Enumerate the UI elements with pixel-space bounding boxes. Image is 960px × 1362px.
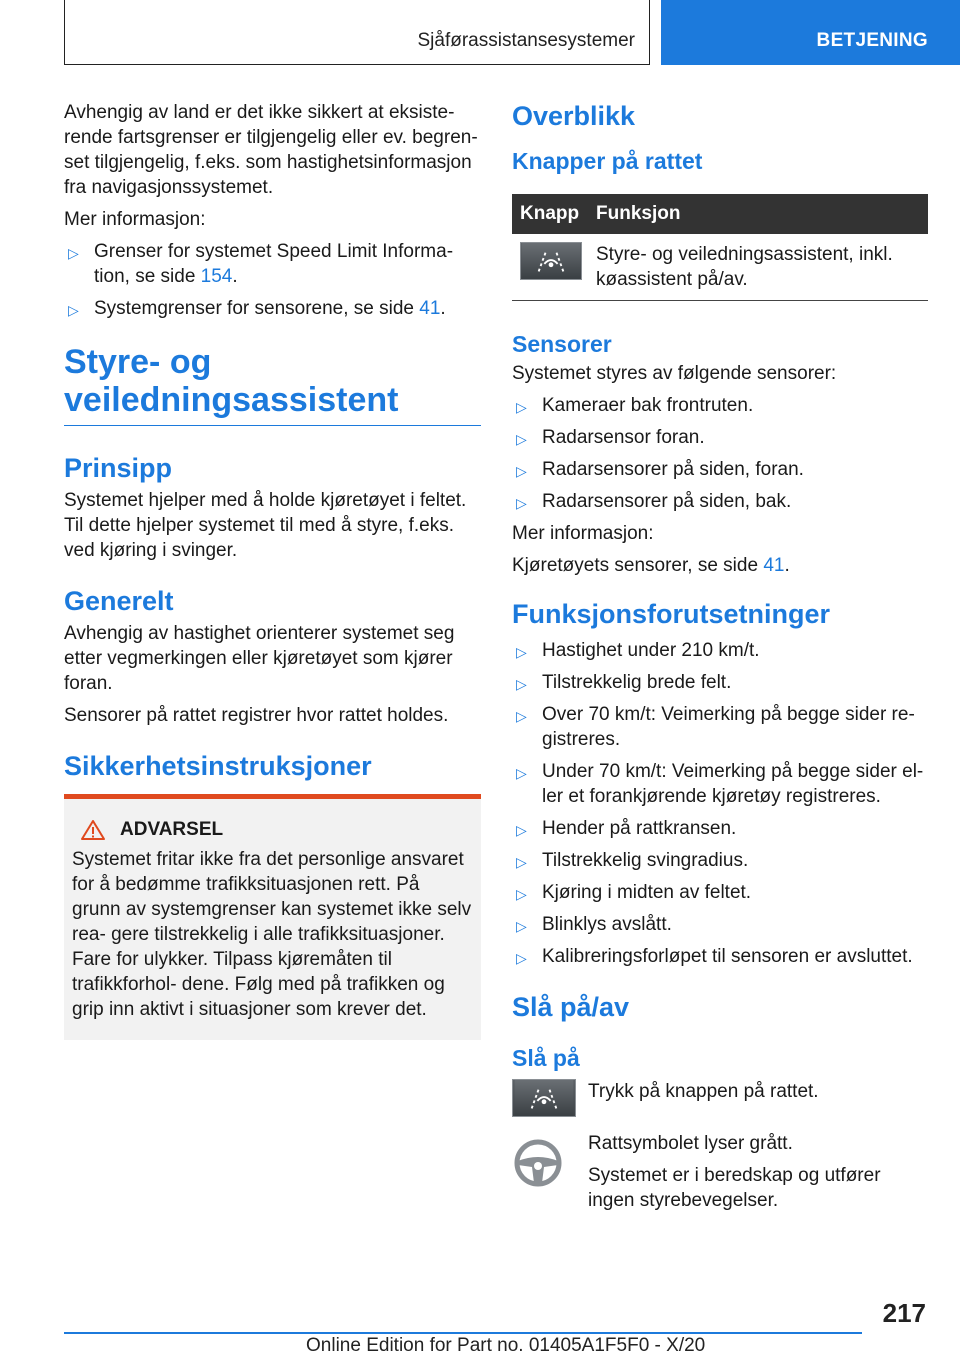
right-column [512, 100, 928, 1220]
bullet-triangle-icon: ▷ [516, 676, 527, 692]
edition-text: Online Edition for Part no. 01405A1F5F0 - X/20 [306, 1335, 706, 1356]
bullet-triangle-icon: ▷ [516, 644, 527, 660]
table-cell-icon [512, 234, 588, 301]
left-column [64, 100, 481, 1040]
bullet-triangle-icon: ▷ [516, 495, 527, 511]
list-item: ▷ Kameraer bak frontruten. [512, 393, 928, 418]
knapper-heading: Knapper på rattet [512, 148, 703, 174]
steering-wheel-icon [512, 1137, 564, 1189]
sensorer-list [512, 393, 928, 514]
table-row [512, 234, 928, 301]
bullet-triangle-icon: ▷ [516, 950, 527, 966]
list-item: ▷ Under 70 km/t: Veimerking på begge sider el- ler et forankjørende kjøretøy registreres. [516, 761, 924, 807]
bullet-triangle-icon: ▷ [516, 886, 527, 902]
sensorer-intro: Systemet styres av følgende sensorer: [512, 363, 837, 384]
intro-paragraph: Avhengig av land er det ikke sikkert at eksiste- rende fartsgrenser er tilgjengelig eller ev. begren- set tilgjengelig, f.eks. som hastighetsinformasjon fra navigasjonssystemet. [64, 102, 478, 198]
limits-list [64, 239, 481, 321]
table-header-funksjon: Funksjon [588, 194, 928, 234]
slaa-paa-icon-cell [512, 1079, 578, 1117]
warning-text: Systemet fritar ikke fra det personlige ansvaret for å bedømme trafikksituasjonen rett. På grunn av systemgrenser kan systemet ikke selv rea- gere tilstrekkelig i alle trafikksituasjoner. Fare for ulykker. Tilpass kjøremåten til trafikkforhol- dene. Følg med på trafikken og grip inn aktivt i situasjoner som krever det. [72, 849, 472, 1020]
section-tab [64, 0, 650, 65]
warning-title: ADVARSEL [120, 819, 224, 840]
more-info-label: Mer informasjon: [64, 209, 206, 230]
list-item: ▷ Hender på rattkransen. [512, 816, 928, 841]
bullet-triangle-icon: ▷ [68, 302, 79, 318]
table-header-knapp: Knapp [512, 194, 588, 234]
sensorer-heading: Sensorer [512, 331, 612, 357]
chapter-heading: Styre- og veiledningsassistent [64, 343, 481, 426]
bullet-triangle-icon: ▷ [516, 399, 527, 415]
sikkerhet-heading: Sikkerhetsinstruksjoner [64, 751, 372, 781]
warning-triangle-icon [80, 819, 106, 841]
ratt-row [512, 1131, 928, 1220]
page-link-154[interactable]: 154 [200, 266, 233, 287]
slaa-heading: Slå på/av [512, 992, 630, 1022]
ratt-text-1: Rattsymbolet lyser grått. [588, 1133, 793, 1154]
lane-assist-button-icon [512, 1079, 576, 1117]
generelt-heading: Generelt [64, 586, 174, 616]
lane-assist-button-icon [520, 242, 582, 280]
funksjon-list [512, 638, 928, 969]
bullet-triangle-icon: ▷ [516, 463, 527, 479]
warning-title-row [72, 819, 473, 841]
slaa-paa-text-cell [578, 1079, 819, 1117]
warning-box [64, 794, 481, 1040]
chapter-tab [661, 0, 960, 65]
list-item: ▷ Grenser for systemet Speed Limit Informa- tion, se side 154. [68, 241, 454, 287]
list-item: ▷ Tilstrekkelig svingradius. [512, 848, 928, 873]
prinsipp-heading: Prinsipp [64, 453, 173, 483]
bullet-triangle-icon: ▷ [516, 918, 527, 934]
sensorer-more-info: Mer informasjon: [512, 523, 654, 544]
list-item: ▷ Blinklys avslått. [512, 912, 928, 937]
generelt-text-2: Sensorer på rattet registrer hvor rattet holdes. [64, 705, 449, 726]
page-header [0, 0, 960, 66]
chapter-title: BETJENING [816, 30, 928, 51]
slaa-paa-heading: Slå på [512, 1045, 580, 1071]
buttons-table [512, 194, 928, 301]
section-title: Sjåførassistansesystemer [417, 30, 635, 51]
bullet-triangle-icon: ▷ [516, 854, 527, 870]
funksjon-heading: Funksjonsforutsetninger [512, 599, 831, 629]
page-number: 217 [882, 1298, 926, 1328]
page-footer [0, 1290, 960, 1362]
prinsipp-text: Systemet hjelper med å holde kjøretøyet i feltet. Til dette hjelper systemet til med å styre, f.eks. ved kjøring i svinger. [64, 490, 467, 561]
sensorer-ref-line: Kjøretøyets sensorer, se side 41. [512, 555, 790, 576]
bullet-triangle-icon: ▷ [516, 765, 527, 781]
bullet-triangle-icon: ▷ [516, 822, 527, 838]
footer-rule [64, 1332, 862, 1334]
ratt-text-2: Systemet er i beredskap og utfører ingen styrebevegelser. [588, 1165, 881, 1211]
page-link-41[interactable]: 41 [763, 555, 785, 576]
ratt-text-cell [578, 1131, 928, 1220]
list-item: ▷ Radarsensorer på siden, bak. [512, 489, 928, 514]
bullet-triangle-icon: ▷ [516, 708, 527, 724]
list-item: ▷ Tilstrekkelig brede felt. [512, 670, 928, 695]
list-item: ▷ Radarsensorer på siden, foran. [512, 457, 928, 482]
list-item: ▷ Kjøring i midten av feltet. [512, 880, 928, 905]
list-item: ▷ Systemgrenser for sensorene, se side 41. [64, 296, 481, 321]
list-item: ▷ Radarsensor foran. [512, 425, 928, 450]
overblikk-heading: Overblikk [512, 101, 636, 131]
ratt-icon-cell [512, 1131, 578, 1220]
generelt-text-1: Avhengig av hastighet orienterer systemet seg etter vegmerkingen eller kjøretøyet som kjører foran. [64, 623, 455, 694]
list-item: ▷ Hastighet under 210 km/t. [512, 638, 928, 663]
page-link-41[interactable]: 41 [419, 298, 441, 319]
list-item: ▷ Over 70 km/t: Veimerking på begge sider re- gistreres. [516, 704, 915, 750]
bullet-triangle-icon: ▷ [516, 431, 527, 447]
table-cell-function: Styre- og veiledningsassistent, inkl. køassistent på/av. [588, 234, 928, 301]
slaa-paa-row [512, 1079, 928, 1117]
bullet-triangle-icon: ▷ [68, 245, 79, 261]
slaa-paa-text: Trykk på knappen på rattet. [588, 1081, 819, 1102]
list-item: ▷ Kalibreringsforløpet til sensoren er avsluttet. [512, 944, 928, 969]
table-header-row [512, 194, 928, 234]
